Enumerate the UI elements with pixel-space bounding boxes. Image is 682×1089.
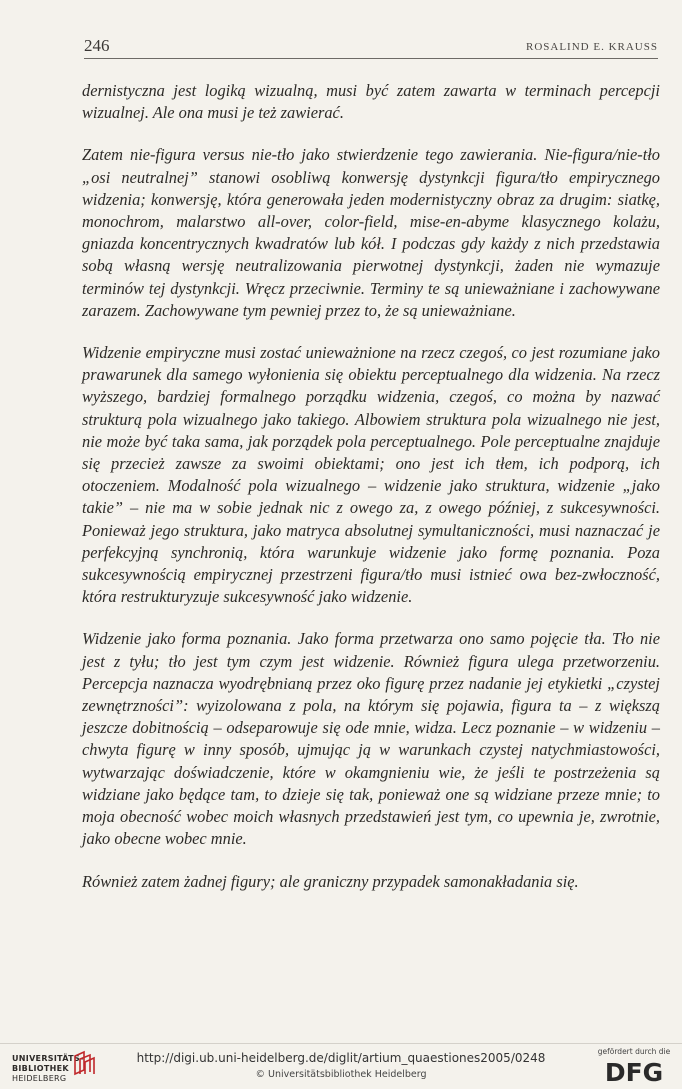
page-number: 246 — [84, 36, 110, 55]
library-name-line-1: UNIVERSITÄTS- — [12, 1054, 84, 1063]
viewer-footer — [0, 1043, 682, 1089]
dfg-logo-text: DFG — [604, 1058, 664, 1085]
copyright-notice: © Universitätsbibliothek Heidelberg — [255, 1069, 427, 1080]
paragraph-5: Również zatem żadnej figury; ale graniczny przypadek samonakładania się. — [82, 871, 579, 891]
paragraph-4: Widzenie jako forma poznania. Jako forma przetwarza ono samo pojęcie tła. Tło nie jest z tyłu; tło jest tym czym jest widzenie. Również figura ulega przetworzeniu. Percepcja naznacza wyodrębnianą przez oko figurę przez nadanie jej etykietki „czystej zewnętrzności”: wyizolowana z pola, na którym się pojawia, figura ta – z większą jeszcze dobitnością – odseparowuje się ode mnie, widza. Lecz poznanie – w widzeniu – chwyta figurę w inny sposób, ujmując ją w warunkach czystej natychmiastowości, wytwarzając doświadczenie, które w okamgnieniu wie, że jeśli te postrzeżenia są widziane jako będące tam, to dzieje się tak, ponieważ one są widziane przeze mnie; to moja obecność wobec moich własnych przedstawień jest tym, co upewnia je, zwrotnie, jako obecne wobec mnie. — [82, 629, 660, 849]
page-header — [84, 36, 658, 59]
library-name-line-3: HEIDELBERG — [12, 1074, 67, 1083]
document-url-link[interactable]: http://digi.ub.uni-heidelberg.de/diglit/artium_quaestiones2005/0248 — [136, 1051, 546, 1065]
library-name-line-2: BIBLIOTHEK — [12, 1064, 69, 1073]
body-text — [82, 80, 660, 893]
paragraph-1: dernistyczna jest logiką wizualną, musi być zatem zawarta w terminach percepcji wizualnej. Ale ona musi je też zawierać. — [82, 81, 660, 123]
paragraph-3: Widzenie empiryczne musi zostać unieważnione na rzecz czegoś, co jest rozumiane jako prawarunek dla samego wyłonienia się obiektu perceptualnego dla widzenia. Na rzecz wyższego, bardziej formalnego porządku widzenia, czegoś, co można by nazwać strukturą pola wizualnego jako takiego. Albowiem struktura pola wizualnego nie jest, nie może być taka sama, jak porządek pola perceptualnego. Pole perceptualne znajduje się przecież zawsze za swoimi obiektami; ono jest ich tłem, ich podporą, ich otoczeniem. Modalność pola wizualnego – widzenie jako struktura, widzenie „jako takie” – nie ma w sobie jednak nic z owego za, z owego później, z sukcesywności. Ponieważ jego struktura, jako matryca absolutnej symultaniczności, musi naznaczać je perfekcyjną synchronią, która warunkuje widzenie jako formę poznania. Poza sukcesywnością empirycznej przestrzeni figura/tło musi istnieć owa bez-zwłoczność, która restrukturyzuje sukcesywność jako widzenie. — [82, 343, 660, 607]
running-head: ROSALIND E. KRAUSS — [526, 41, 658, 53]
paragraph-2: Zatem nie-figura versus nie-tło jako stwierdzenie tego zawierania. Nie-figura/nie-tło „osi neutralnej” stanowi osobliwą konwersję dystynkcji figura/tło empirycznego widzenia; konwersję, która generowała jeden modernistyczny obraz za drugim: siatkę, monochrom, malarstwo all-over, color-field, mise-en-abyme klasycznego kolażu, gniazda koncentrycznych kwadratów lub kół. I podczas gdy każdy z nich przedstawia sobą własną wersję neutralizowania pierwotnej dystynkcji, żaden nie wymazuje terminów tej dystynkcji. Wręcz przeciwnie. Terminy te są unieważniane i zachowywane zarazem. Zachowywane tym pewniej przez to, że są unieważniane. — [82, 145, 660, 320]
dfg-logo-icon — [594, 1057, 674, 1085]
funding-note: gefördert durch die — [597, 1047, 671, 1056]
dfg-badge[interactable] — [594, 1047, 674, 1087]
